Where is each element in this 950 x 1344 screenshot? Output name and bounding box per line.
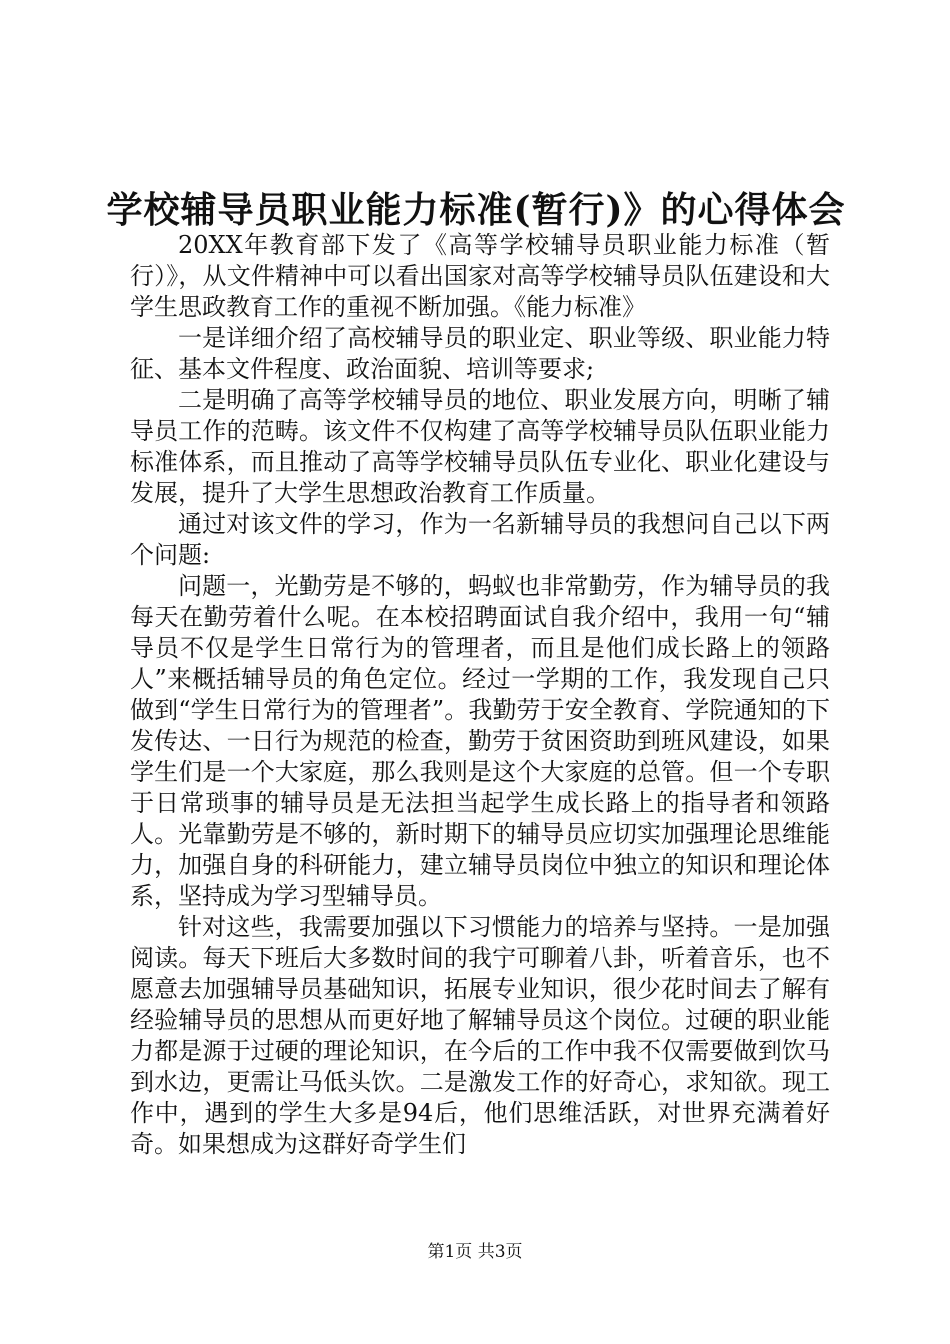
document-body xyxy=(130,230,830,1160)
paragraph-3: 二是明确了高等学校辅导员的地位、职业发展方向，明晰了辅导员工作的范畴。该文件不仅构建了高等学校辅导员队伍职业能力标准体系，而且推动了高等学校辅导员队伍专业化、职业化建设与发展，提升了大学生思想政治教育工作质量。 xyxy=(130,386,830,507)
paragraph-5: 问题一，光勤劳是不够的，蚂蚁也非常勤劳，作为辅导员的我每天在勤劳着什么呢。在本校招聘面试自我介绍中，我用一句“辅导员不仅是学生日常行为的管理者，而且是他们成长路上的领路人”来概括辅导员的角色定位。经过一学期的工作，我发现自己只做到“学生日常行为的管理者”。我勤劳于安全教育、学院通知的下发传达、一日行为规范的检查，勤劳于贫困资助到班风建设，如果学生们是一个大家庭，那么我则是这个大家庭的总管。但一个专职于日常琐事的辅导员是无法担当起学生成长路上的指导者和领路人。光靠勤劳是不够的，新时期下的辅导员应切实加强理论思维能力，加强自身的科研能力，建立辅导员岗位中独立的知识和理论体系，坚持成为学习型辅导员。 xyxy=(130,572,830,910)
paragraph-4: 通过对该文件的学习，作为一名新辅导员的我想问自己以下两个问题: xyxy=(130,510,830,569)
paragraph-2: 一是详细介绍了高校辅导员的职业定、职业等级、职业能力特征、基本文件程度、政治面貌、培训等要求; xyxy=(130,324,830,383)
document-title: 学校辅导员职业能力标准(暂行)》的心得体会 xyxy=(106,189,846,231)
page-footer: 第1页 共3页 xyxy=(427,1242,523,1262)
paragraph-1: 20XX年教育部下发了《高等学校辅导员职业能力标准（暂行）》，从文件精神中可以看出国家对高等学校辅导员队伍建设和大学生思政教育工作的重视不断加强。《能力标准》 xyxy=(130,231,830,321)
paragraph-6: 针对这些，我需要加强以下习惯能力的培养与坚持。一是加强阅读。每天下班后大多数时间的我宁可聊着八卦，听着音乐，也不愿意去加强辅导员基础知识，拓展专业知识，很少花时间去了解有经验辅导员的思想从而更好地了解辅导员这个岗位。过硬的职业能力都是源于过硬的理论知识，在今后的工作中我不仅需要做到饮马到水边，更需让马低头饮。二是激发工作的好奇心，求知欲。现工作中，遇到的学生大多是94后，他们思维活跃，对世界充满着好奇。如果想成为这群好奇学生们 xyxy=(130,913,830,1158)
